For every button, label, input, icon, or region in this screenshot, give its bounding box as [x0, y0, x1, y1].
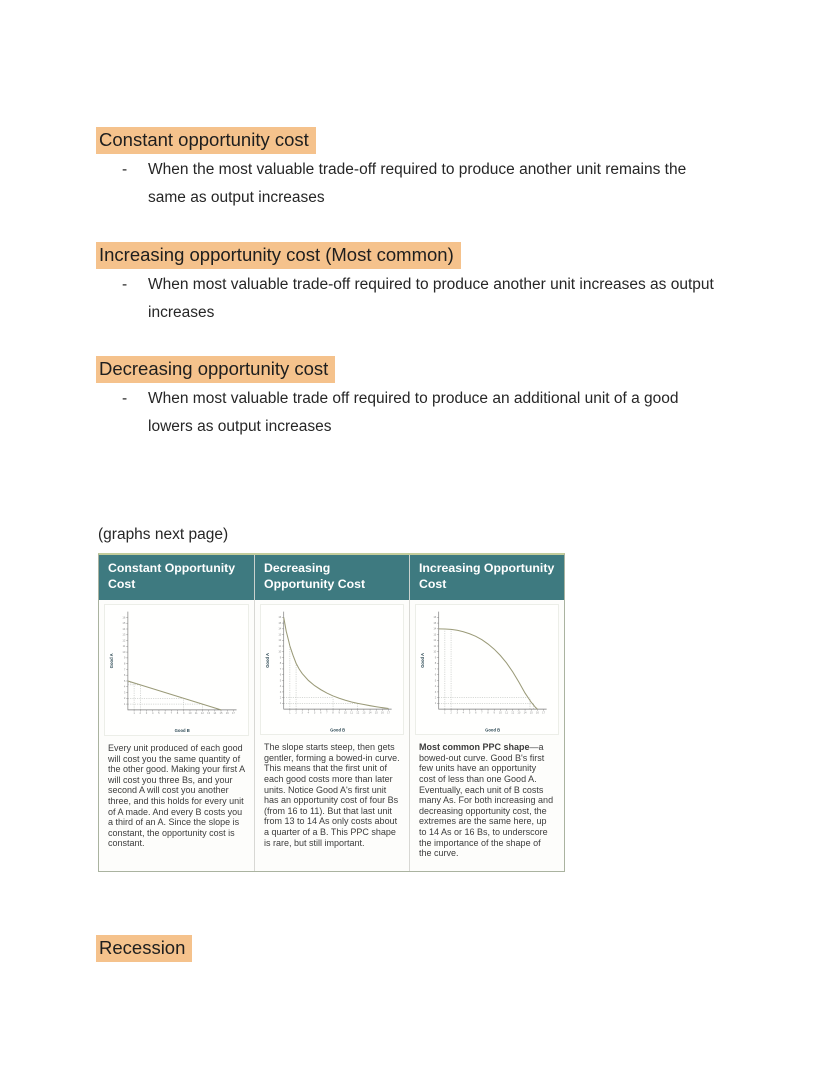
- svg-text:1: 1: [279, 702, 282, 706]
- svg-text:1: 1: [123, 703, 126, 707]
- svg-text:12: 12: [278, 639, 282, 643]
- svg-text:11: 11: [122, 645, 126, 649]
- svg-text:2: 2: [139, 712, 142, 716]
- cell-description-constant: [99, 739, 254, 849]
- svg-text:4: 4: [151, 712, 154, 716]
- svg-text:10: 10: [498, 711, 502, 715]
- svg-text:8: 8: [279, 662, 282, 666]
- ppc-graph-constant: [104, 604, 249, 736]
- description-text: —a bowed-out curve. Good B's first few units have an opportunity cost of less than one Good A. Eventually, each unit of B costs many As. For both increasing and decreasing opportunity cost, the extremes are the same here, up to 14 As or 16 Bs, to underscore the importance of the shape of the curve.: [419, 742, 554, 859]
- svg-text:8: 8: [332, 711, 334, 715]
- description-text: The slope starts steep, then gets gentler, forming a bowed-in curve. This means that the first unit of each good costs more than later units. Notice Good A's first unit has an opportunity cost of four Bs (from 16 to 11). But that last unit from 13 to 14 As only costs about a quarter of a B. This PPC shape is rare, but still important.: [264, 742, 400, 848]
- description-text: Every unit produced of each good will cost you the same quantity of the other good. Making your first A will cost you three Bs, and your second A will cost you another three, and this holds for every unit of A made. And every B costs you a third of an A. Since the slope is constant, the opportunity cost is constant.: [108, 743, 245, 849]
- svg-text:3: 3: [456, 711, 458, 715]
- svg-text:15: 15: [219, 712, 223, 716]
- svg-text:3: 3: [279, 691, 282, 695]
- svg-text:Good B: Good B: [485, 727, 501, 733]
- svg-text:7: 7: [326, 711, 328, 715]
- table-header-decreasing: Decreasing Opportunity Cost: [254, 555, 409, 600]
- table-cell-decreasing: [254, 600, 409, 870]
- svg-text:8: 8: [487, 711, 489, 715]
- table-body-row: [99, 600, 564, 870]
- svg-text:3: 3: [301, 711, 303, 715]
- svg-text:4: 4: [462, 711, 465, 715]
- svg-text:4: 4: [123, 686, 126, 690]
- svg-text:5: 5: [279, 679, 282, 683]
- svg-text:14: 14: [122, 628, 126, 632]
- svg-text:12: 12: [356, 711, 360, 715]
- svg-text:3: 3: [145, 712, 148, 716]
- svg-text:2: 2: [123, 697, 126, 701]
- description-bold: Most common PPC shape: [419, 742, 530, 753]
- svg-text:4: 4: [307, 711, 310, 715]
- svg-text:11: 11: [505, 711, 508, 715]
- svg-text:4: 4: [279, 685, 282, 689]
- bullet-item: [122, 271, 723, 327]
- table-cell-constant: [99, 600, 254, 870]
- svg-text:16: 16: [225, 712, 229, 716]
- svg-text:16: 16: [380, 711, 384, 715]
- svg-text:7: 7: [170, 712, 173, 716]
- cell-description-decreasing: [255, 738, 409, 848]
- svg-text:Good A: Good A: [265, 653, 271, 669]
- svg-text:5: 5: [434, 679, 437, 683]
- svg-text:10: 10: [343, 711, 347, 715]
- svg-text:14: 14: [433, 628, 437, 632]
- svg-text:5: 5: [158, 712, 160, 716]
- svg-text:6: 6: [434, 674, 437, 678]
- svg-text:3: 3: [123, 691, 126, 695]
- svg-text:13: 13: [207, 712, 211, 716]
- svg-text:16: 16: [433, 616, 437, 620]
- svg-text:8: 8: [434, 662, 437, 666]
- svg-text:15: 15: [122, 622, 126, 626]
- svg-text:9: 9: [338, 711, 340, 715]
- svg-text:15: 15: [529, 711, 533, 715]
- svg-text:16: 16: [122, 616, 126, 620]
- svg-text:12: 12: [433, 639, 437, 643]
- svg-text:10: 10: [433, 651, 437, 655]
- svg-text:2: 2: [295, 711, 297, 715]
- svg-text:1: 1: [444, 711, 446, 715]
- svg-text:7: 7: [481, 711, 483, 715]
- ppc-graph-decreasing: [260, 604, 404, 735]
- svg-text:6: 6: [319, 711, 322, 715]
- svg-text:13: 13: [362, 711, 366, 715]
- bullet-text: When the most valuable trade-off required to produce another unit remains the same as output increases: [148, 161, 687, 206]
- svg-text:5: 5: [313, 711, 316, 715]
- svg-text:6: 6: [279, 674, 282, 678]
- svg-text:13: 13: [433, 633, 437, 637]
- svg-text:16: 16: [535, 711, 539, 715]
- svg-text:7: 7: [279, 668, 282, 672]
- svg-text:13: 13: [122, 634, 126, 638]
- svg-text:1: 1: [133, 712, 135, 716]
- svg-text:11: 11: [433, 645, 437, 649]
- svg-text:2: 2: [434, 696, 437, 700]
- table-header-increasing: Increasing Opportunity Cost: [409, 555, 564, 600]
- svg-text:2: 2: [450, 711, 452, 715]
- heading-recession: Recession: [96, 935, 192, 962]
- svg-text:9: 9: [493, 711, 495, 715]
- graphs-note: (graphs next page): [98, 526, 229, 543]
- svg-text:7: 7: [434, 668, 437, 672]
- svg-text:Good B: Good B: [174, 728, 190, 734]
- svg-text:6: 6: [474, 711, 477, 715]
- bullet-dash: -: [122, 161, 128, 178]
- svg-text:8: 8: [123, 662, 126, 666]
- table-header-row: [99, 555, 564, 600]
- svg-text:9: 9: [123, 657, 126, 661]
- svg-text:10: 10: [122, 651, 126, 655]
- svg-text:3: 3: [434, 691, 437, 695]
- svg-text:14: 14: [213, 712, 217, 716]
- svg-text:2: 2: [279, 696, 282, 700]
- svg-text:4: 4: [434, 685, 437, 689]
- svg-text:14: 14: [523, 711, 527, 715]
- svg-text:9: 9: [434, 656, 437, 660]
- bullet-item: [122, 156, 723, 212]
- svg-text:12: 12: [511, 711, 515, 715]
- svg-text:9: 9: [183, 712, 185, 716]
- svg-text:15: 15: [278, 622, 282, 626]
- heading-increasing-opportunity-cost: Increasing opportunity cost (Most common): [96, 242, 461, 269]
- bullet-item: [122, 385, 723, 441]
- svg-text:15: 15: [433, 622, 437, 626]
- bullet-text: When most valuable trade off required to produce an additional unit of a good lowers as output increases: [148, 390, 679, 435]
- svg-text:6: 6: [164, 712, 166, 716]
- svg-text:15: 15: [374, 711, 378, 715]
- bullet-dash: -: [122, 390, 128, 407]
- svg-text:Good A: Good A: [109, 653, 115, 669]
- table-header-constant: Constant Opportunity Cost: [99, 555, 254, 600]
- bullet-dash: -: [122, 276, 128, 293]
- svg-text:9: 9: [279, 656, 282, 660]
- heading-decreasing-opportunity-cost: Decreasing opportunity cost: [96, 356, 335, 383]
- svg-text:10: 10: [188, 712, 192, 716]
- svg-text:11: 11: [350, 711, 353, 715]
- svg-text:Good B: Good B: [330, 727, 346, 733]
- svg-text:11: 11: [278, 645, 282, 649]
- svg-text:13: 13: [517, 711, 521, 715]
- svg-text:13: 13: [278, 633, 282, 637]
- heading-constant-opportunity-cost: Constant opportunity cost: [96, 127, 316, 154]
- svg-text:16: 16: [278, 616, 282, 620]
- svg-text:1: 1: [289, 711, 291, 715]
- svg-text:Good A: Good A: [420, 653, 426, 669]
- table-cell-increasing: [409, 600, 564, 870]
- svg-text:14: 14: [368, 711, 372, 715]
- svg-text:5: 5: [468, 711, 471, 715]
- ppc-comparison-table: [98, 553, 565, 872]
- svg-text:17: 17: [231, 712, 235, 716]
- svg-text:6: 6: [123, 674, 126, 678]
- svg-text:10: 10: [278, 651, 282, 655]
- svg-text:17: 17: [387, 711, 391, 715]
- svg-text:1: 1: [434, 702, 437, 706]
- bullet-text: When most valuable trade-off required to produce another unit increases as output increases: [148, 276, 714, 321]
- svg-text:5: 5: [123, 680, 126, 684]
- svg-text:11: 11: [194, 712, 198, 716]
- ppc-graph-increasing: [415, 604, 559, 735]
- svg-text:17: 17: [542, 711, 546, 715]
- svg-text:14: 14: [278, 628, 282, 632]
- svg-text:12: 12: [122, 639, 126, 643]
- svg-text:12: 12: [200, 712, 204, 716]
- cell-description-increasing: [410, 738, 564, 859]
- svg-text:7: 7: [123, 668, 126, 672]
- svg-text:8: 8: [176, 712, 179, 716]
